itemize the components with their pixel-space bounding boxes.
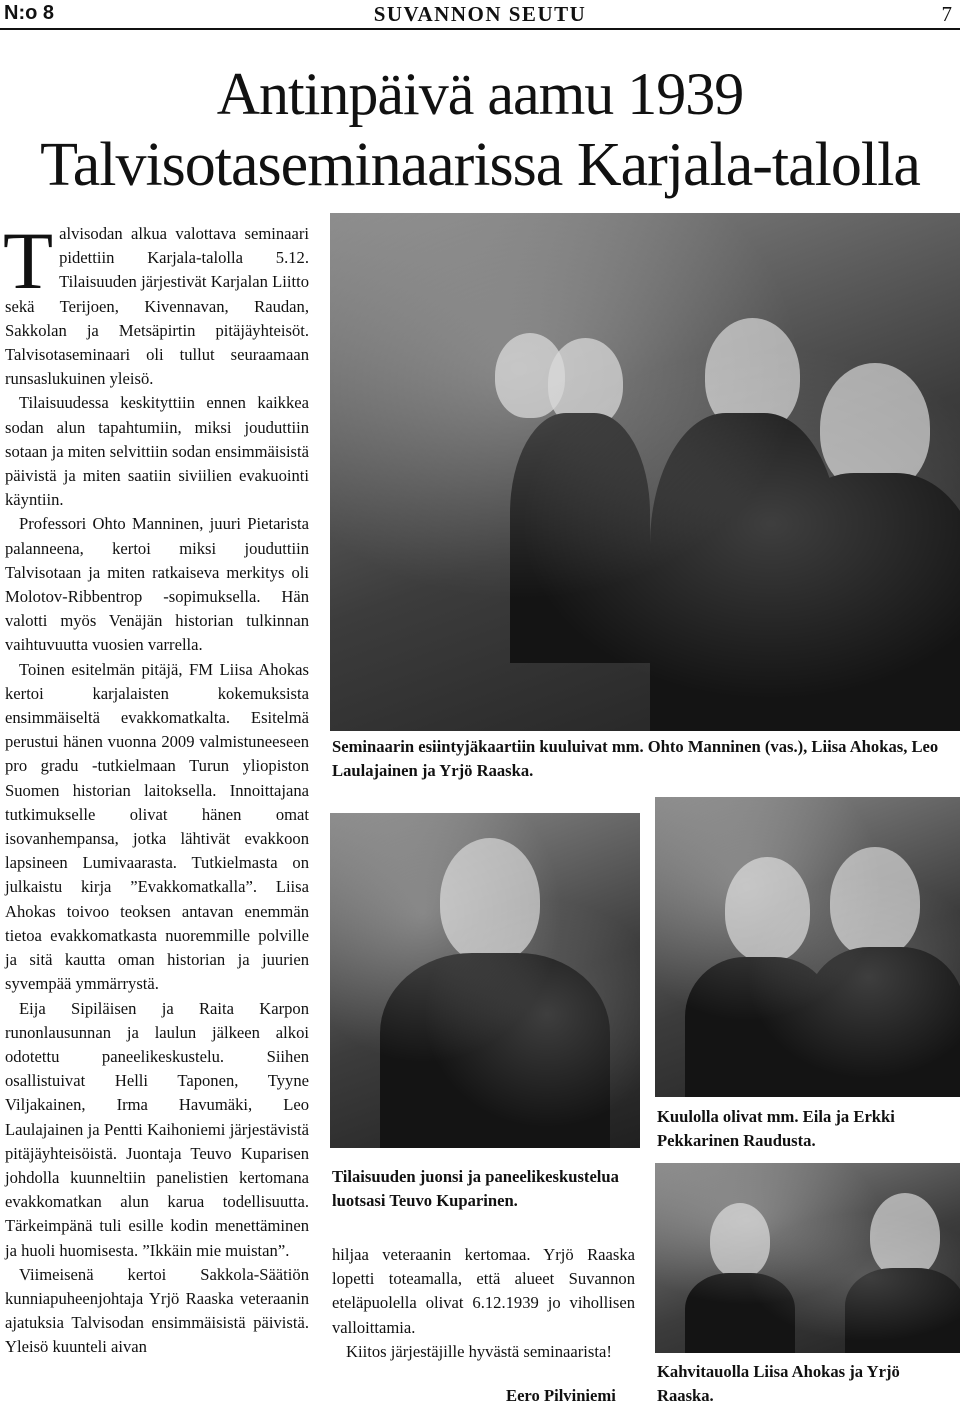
article-paragraph: Professori Ohto Manninen, juuri Pietarista palanneena, kertoi miksi jouduttiin Talvisotaan ja miten ratkaiseva merkitys oli Molotov-Ribbentrop -sopimuksella. Hän valotti myös Venäjän historian tulkinnan vaihtuvuutta vuosien varrella. [5,514,309,655]
page-header [0,0,960,28]
caption-speaker-photo: Tilaisuuden juonsi ja paneelikeskustelua luotsasi Teuvo Kuparinen. [332,1167,619,1210]
drop-cap: T [3,215,54,306]
photo-seminar-audience [330,213,960,731]
caption-couple-photo: Kuulolla olivat mm. Eila ja Erkki Pekkarinen Raudusta. [657,1107,895,1150]
caption-main-photo: Seminaarin esiintyjäkaartiin kuuluivat mm. Ohto Manninen (vas.), Liisa Ahokas, Leo Laulajainen ja Yrjö Raaska. [332,737,939,780]
article-paragraph: Talvisodan alkua valottava seminaari pidettiin Karjala-talolla 5.12. Tilaisuuden järjestivät Karjalan Liitto sekä Terijoen, Kivennavan, Raudan, Sakkolan ja Metsäpirtin pitäjäyhteisöt. Talvisotaseminaari oli tullut seuraamaan runsaslukuinen yleisö. [3,215,309,389]
headline-line-2: Talvisotaseminaarissa Karjala-talolla [40,131,920,199]
article-paragraph: Kiitos järjestäjille hyvästä seminaarista! [346,1341,612,1361]
article-paragraph: Toinen esitelmän pitäjä, FM Liisa Ahokas kertoi karjalaisten kokemuksista ensimmäiseltä evakkomatkalta. Esitelmä perustui hänen vuonna 2009 valmistuneeseen pro gradu -tutkielmaan Turun yliopiston Suomen historian laitoksella. Innoittajana tutkimukselle olivat hänen omat isovanhempansa, jotka lähtivät evakkoon lapsineen Lumivaarasta. Tutkielmasta on julkaistu kirja ”Evakkomatkalla”. Liisa Ahokas toivoo teoksen antavan enemmän tietoa evakkomatkasta nuoremmille polville ja sitä kautta oman historian ja juurien syvempää ymmärrystä. [5,659,309,994]
author-signature: Eero Pilviniemi [506,1386,616,1405]
article-paragraph: hiljaa veteraanin kertomaa. Yrjö Raaska lopetti toteamalla, että alueet Suvannon eteläpuolella olivat 6.12.1939 jo vihollisen valloittamia. [332,1245,635,1337]
headline-line-1: Antinpäivä aamu 1939 [216,61,744,127]
newspaper-name: SUVANNON SEUTU [373,2,587,26]
header-rule [0,28,960,30]
article-column-continued [332,1243,635,1364]
photo-coffee-break [655,1163,960,1353]
caption-coffee-photo: Kahvitauolla Liisa Ahokas ja Yrjö Raaska. [657,1362,900,1405]
issue-number: N:o 8 [4,2,54,24]
article-column [3,215,309,1360]
page-number: 7 [941,2,952,26]
photo-couple [655,797,960,1097]
article-paragraph: Tilaisuudessa keskityttiin ennen kaikkea sodan alun tapahtumiin, miksi jouduttiin sotaan ja miten selvittiin sodan ensimmäisistä päivistä ja miten saatiin siviilien evakuointi käyntiin. [5,393,309,510]
photo-speaker [330,813,640,1148]
article-paragraph: Eija Sipiläisen ja Raita Karpon runonlausunnan ja laulun jälkeen alkoi odotettu paneelikeskustelu. Siihen osallistuivat Helli Taponen, Tyyne Viljakainen, Irma Havumäki, Leo Laulajainen ja Pentti Kaihoniemi järjestävistä pitäjäyhteisöistä. Juontaja Teuvo Kuparisen johdolla kuunneltiin panelistien kertomana evakkomatkan alun karua todellisuutta. Tärkeimpänä tuli esille kodin menettäminen ja huoli huomisesta. ”Ikkäin mie muistan”. [5,998,309,1260]
article-paragraph: Viimeisenä kertoi Sakkola-Säätiön kunniapuheenjohtaja Yrjö Raaska veteraanin ajatuksia Talvisodan ensimmäisistä päivistä. Yleisö kuunteli aivan [5,1264,309,1357]
